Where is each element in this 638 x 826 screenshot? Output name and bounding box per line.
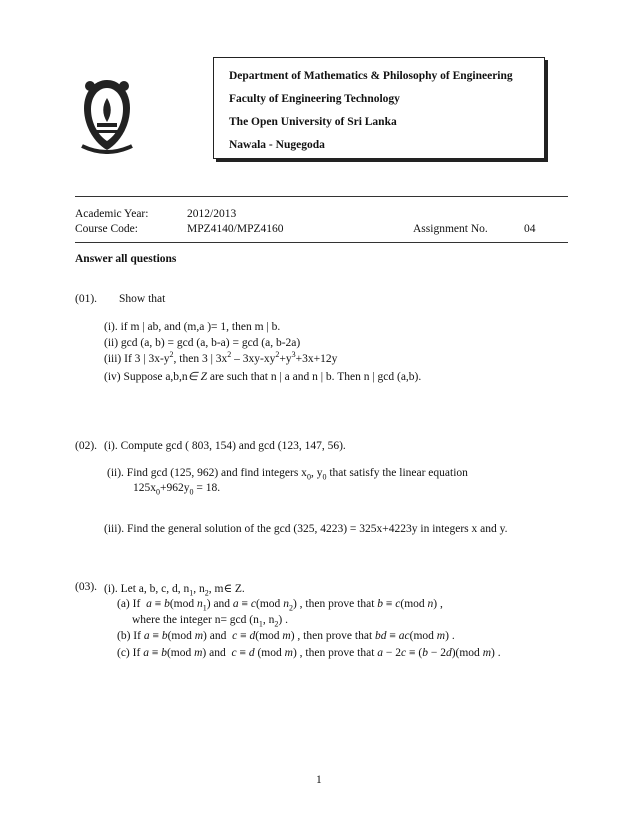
q2-label: (02). xyxy=(75,440,98,452)
q1-label: (01). xyxy=(75,293,98,305)
course-code-label: Course Code: xyxy=(75,223,138,235)
q1-part-ii: (ii) gcd (a, b) = gcd (a, b-a) = gcd (a, b-2a) xyxy=(104,337,301,349)
top-rule xyxy=(75,196,568,197)
header-box xyxy=(213,57,545,159)
q3-part-c: (c) If a ≡ b(mod m) and c ≡ d (mod m) , then prove that a − 2c ≡ (b − 2d)(mod m) . xyxy=(117,647,501,659)
faculty-name: Faculty of Engineering Technology xyxy=(229,93,400,105)
q3-label: (03). xyxy=(75,581,98,593)
q3-part-b: (b) If a ≡ b(mod m) and c ≡ d(mod m) , then prove that bd ≡ ac(mod m) . xyxy=(117,630,455,642)
q1-part-iv: (iv) Suppose a,b,n∈ Z are such that n | a and n | b. Then n | gcd (a,b). xyxy=(104,371,422,383)
q1-part-i: (i). if m | ab, and (m,a )= 1, then m | b. xyxy=(104,321,281,333)
q3-part-a: (a) If a ≡ b(mod $n_1$) and a ≡ c(mod $n_2$) , then prove that b ≡ c(mod n) , xyxy=(117,598,443,613)
q2-part-iii: (iii). Find the general solution of the gcd (325, 4223) = 325x+4223y in integers x and y. xyxy=(104,523,508,535)
university-name: The Open University of Sri Lanka xyxy=(229,116,397,128)
academic-year-value: 2012/2013 xyxy=(187,208,237,220)
q1-title: Show that xyxy=(119,293,166,305)
q2-part-ii: (ii). Find gcd (125, 962) and find integers $x_0$, $y_0$ that satisfy the linear equation xyxy=(107,467,468,482)
address: Nawala - Nugegoda xyxy=(229,139,325,151)
assignment-value: 04 xyxy=(524,223,536,235)
instruction: Answer all questions xyxy=(75,253,177,265)
university-crest-logo xyxy=(76,76,138,154)
q1-part-iii: (iii) If 3 | $3x-y^2$, then 3 | $3x^2 - 3xy-xy^2+y^3+3x+12y$ xyxy=(104,350,338,365)
q3-part-a-where: where the integer $n= \gcd (n_1$, $n_2$) . xyxy=(132,614,288,629)
course-code-value: MPZ4140/MPZ4160 xyxy=(187,223,284,235)
department-name: Department of Mathematics & Philosophy of Engineering xyxy=(229,70,513,82)
assignment-label: Assignment No. xyxy=(413,223,488,235)
q2-part-i: (i). Compute gcd ( 803, 154) and gcd (123, 147, 56). xyxy=(104,440,346,452)
page-number: 1 xyxy=(316,774,322,786)
q3-part-i: (i). Let a, b, c, d, $n_1$, $n_2$, m∈ Z. xyxy=(104,583,245,598)
bottom-rule xyxy=(75,242,568,243)
academic-year-label: Academic Year: xyxy=(75,208,149,220)
q2-part-ii-equation: $125x_0+962y_0 = 18$. xyxy=(133,482,221,497)
